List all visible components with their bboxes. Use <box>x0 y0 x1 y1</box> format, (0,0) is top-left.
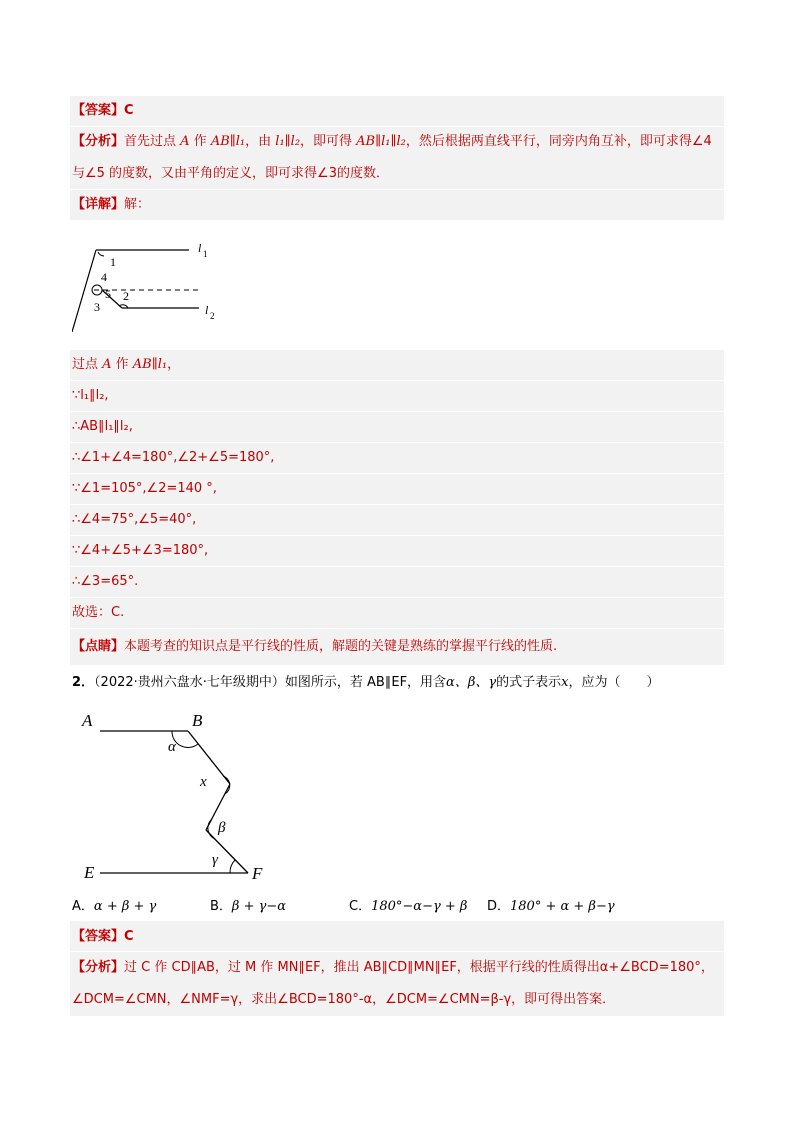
question-x: x <box>561 675 569 690</box>
step-text: ， <box>167 357 181 372</box>
step-2: ∵l₁∥l₂, <box>72 388 109 403</box>
step-text: 过点 <box>72 357 103 372</box>
fig1-label-5: 5 <box>105 287 111 301</box>
option-label: A． <box>72 899 94 914</box>
detail-text: 解： <box>124 197 151 212</box>
option-d[interactable] <box>487 897 615 917</box>
option-expr: β + γ−α <box>231 899 287 914</box>
step-band-3 <box>70 412 724 442</box>
fig2-label-alpha: α <box>168 739 176 755</box>
step-6: ∴∠4=75°,∠5=40°, <box>72 512 197 527</box>
option-a[interactable] <box>72 897 156 917</box>
question-text: 如图所示，若 AB∥EF，用含 <box>284 675 447 690</box>
answer-line-2 <box>72 927 134 947</box>
math-expr: l₁∥l₂ <box>275 134 301 149</box>
fig1-label-1: 1 <box>110 255 116 269</box>
option-b[interactable] <box>210 897 286 917</box>
detail-line <box>72 195 150 215</box>
math-expr: AB∥l₁ <box>210 134 246 149</box>
answer-band-2 <box>70 921 724 951</box>
option-expr: 180°−α−γ + β <box>371 899 468 914</box>
step-5: ∵∠1=105°,∠2=140 °, <box>72 481 217 496</box>
detail-band-1 <box>70 190 724 220</box>
question-source: （2022·贵州六盘水·七年级期中） <box>94 675 285 690</box>
answer-tag: 【答案】 <box>72 929 125 944</box>
option-label: C． <box>349 899 372 914</box>
comment-text: 本题考查的知识点是平行线的性质，解题的关键是熟练的掌握平行线的性质. <box>124 639 558 654</box>
fig1-label-2: 2 <box>123 289 129 303</box>
option-label: B． <box>210 899 232 914</box>
analysis-text: 首先过点 <box>124 134 181 149</box>
figure-2-svg <box>72 706 282 886</box>
question-number: 2． <box>72 675 95 690</box>
answer-tag: 【答案】 <box>72 103 125 118</box>
step-1 <box>72 355 180 375</box>
step-4: ∴∠1+∠4=180°,∠2+∠5=180°, <box>72 450 275 465</box>
analysis2-line-2: ∠DCM=∠CMN，∠NMF=γ，求出∠BCD=180°-α，∠DCM=∠CMN=β-γ，即可得出答案． <box>72 992 616 1007</box>
fig1-label-l1-sub: 1 <box>203 249 208 259</box>
analysis-text: 过 C 作 CD∥AB，过 M 作 MN∥EF，推出 AB∥CD∥MN∥EF，根据平行线的性质得出α+∠BCD=180°， <box>124 960 714 975</box>
fig1-label-l2-sub: 2 <box>210 311 215 321</box>
step-band-8 <box>70 567 724 597</box>
option-expr: α + β + γ <box>93 899 157 914</box>
comment-line <box>72 637 557 657</box>
step-band-2 <box>70 381 724 411</box>
analysis2-line-1 <box>72 958 714 978</box>
fig1-label-l1: l <box>198 241 202 255</box>
question-vars: α、β、γ <box>446 675 497 690</box>
answer-line-1 <box>72 101 134 121</box>
option-expr: 180° + α + β−γ <box>510 899 615 914</box>
math-expr: AB∥l₁∥l₂ <box>356 134 406 149</box>
fig2-label-e: E <box>84 863 95 882</box>
step-7: ∵∠4+∠5+∠3=180°, <box>72 543 209 558</box>
option-c[interactable] <box>349 897 467 917</box>
fig1-label-l2: l <box>205 303 209 317</box>
fig2-label-gamma: γ <box>212 852 218 868</box>
comment-tag: 【点睛】 <box>72 639 125 654</box>
step-text: 作 <box>111 357 133 372</box>
step-band-9 <box>70 598 724 628</box>
step-9: 故选：C. <box>72 605 125 620</box>
figure-parallel-lines-1 <box>72 230 230 342</box>
question-text: ，应为（ ） <box>568 675 660 690</box>
answer-value: C <box>124 929 134 944</box>
analysis-text: ，由 <box>245 134 276 149</box>
fig1-label-4: 4 <box>101 270 107 284</box>
point-a: A <box>102 357 112 372</box>
question-text: 的式子表示 <box>496 675 562 690</box>
answer-value: C <box>124 103 134 118</box>
analysis-line-2: 与∠5 的度数，又由平角的定义，即可求得∠3的度数． <box>72 166 389 181</box>
analysis-line-1 <box>72 132 712 152</box>
fig2-label-beta: β <box>218 820 226 836</box>
fig1-label-3: 3 <box>94 300 100 314</box>
analysis-tag: 【分析】 <box>72 960 125 975</box>
fig2-label-f: F <box>252 864 263 883</box>
fig2-label-b: B <box>192 711 203 730</box>
point-a: A <box>180 134 190 149</box>
step-3: ∴AB∥l₁∥l₂, <box>72 419 133 434</box>
step-8: ∴∠3=65°. <box>72 574 139 589</box>
detail-tag: 【详解】 <box>72 197 125 212</box>
math-expr: AB∥l₁ <box>132 357 168 372</box>
analysis-text: 作 <box>189 134 211 149</box>
analysis-tag: 【分析】 <box>72 134 125 149</box>
analysis-text: ，然后根据两直线平行，同旁内角互补，即可求得∠4 <box>405 134 712 149</box>
analysis-text: ，即可得 <box>300 134 357 149</box>
question-2 <box>72 673 660 693</box>
fig2-label-a: A <box>82 711 93 730</box>
fig2-label-x: x <box>200 774 207 790</box>
figure-1-svg <box>72 230 230 342</box>
option-label: D． <box>487 899 511 914</box>
figure-parallel-lines-2 <box>72 706 282 886</box>
answer-band-1 <box>70 96 724 126</box>
